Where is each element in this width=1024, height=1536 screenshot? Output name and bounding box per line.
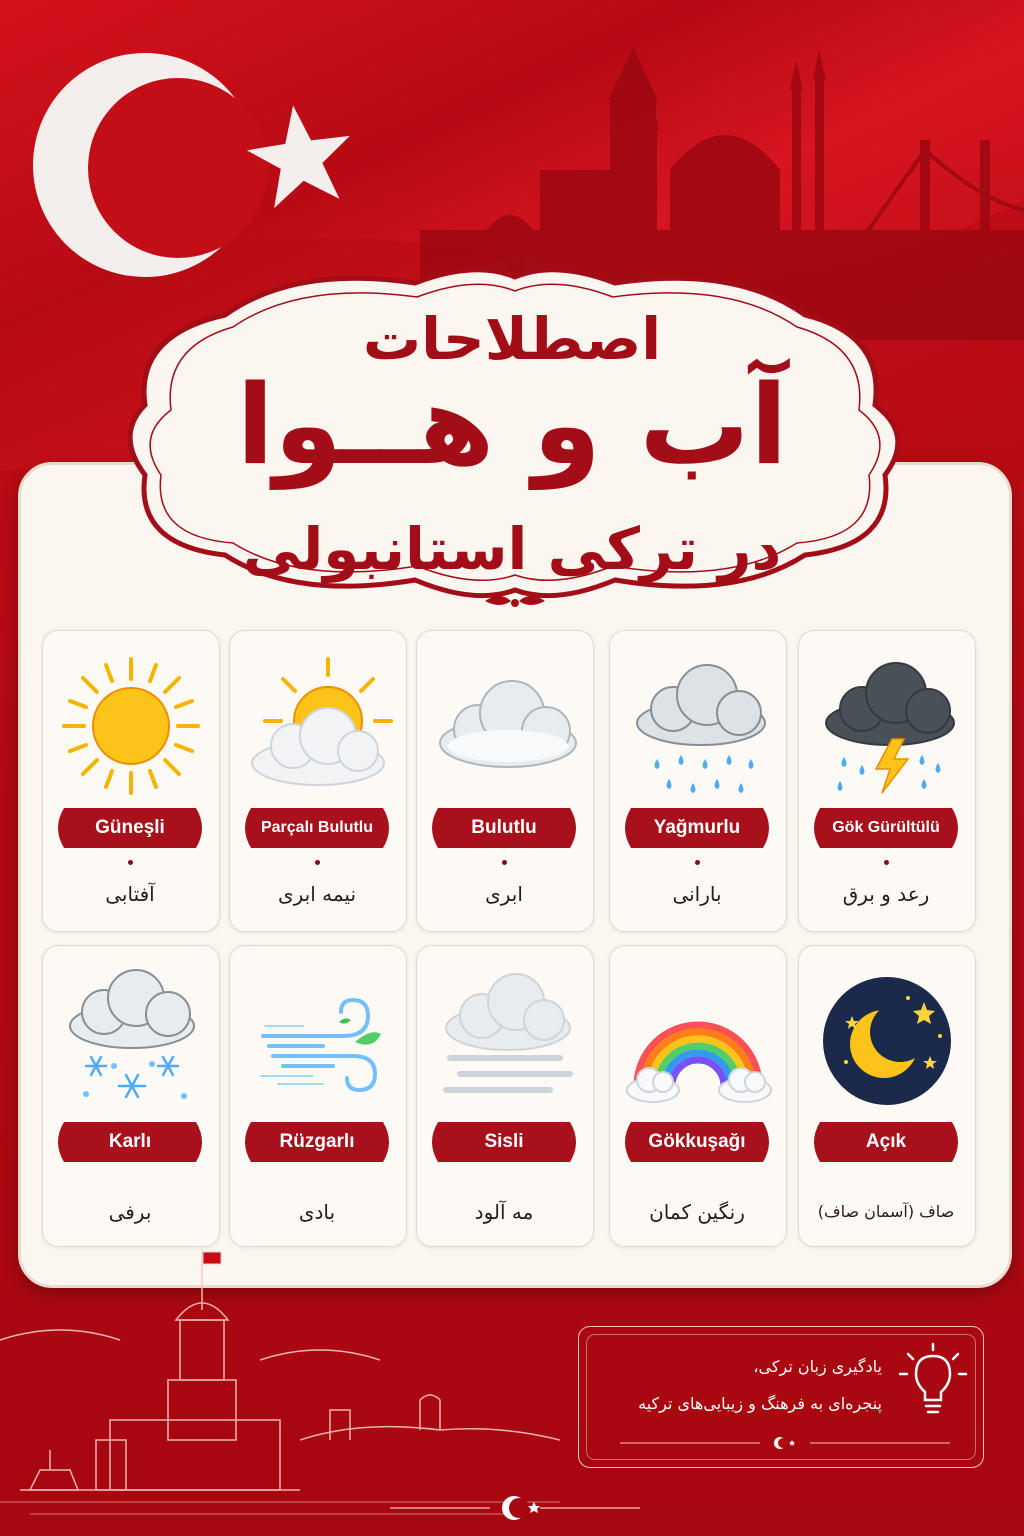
label-ribbon [50, 1118, 210, 1168]
turkish-label: Rüzgarlı [279, 1131, 355, 1152]
label-ribbon [806, 804, 966, 854]
rainbow-icon [623, 966, 773, 1116]
motto-line-1: یادگیری زبان ترکی، [753, 1357, 882, 1376]
persian-label: بارانی [672, 882, 722, 906]
label-ribbon [617, 804, 777, 854]
motto-line-2: پنجره‌ای به فرهنگ و زیبایی‌های ترکیه [638, 1394, 882, 1413]
title-line-3: در ترکی استانبولی [242, 515, 782, 583]
sun-icon [56, 651, 206, 801]
turkish-label: Gökkuşağı [648, 1131, 746, 1152]
label-ribbon [237, 804, 397, 854]
title-line-2: آب و هــوا [236, 361, 788, 489]
cloud-icon [430, 651, 580, 801]
persian-label: نیمه ابری [277, 882, 357, 906]
turkish-label: Açık [865, 1131, 907, 1152]
separator-dot [502, 860, 507, 865]
label-ribbon [237, 1118, 397, 1168]
wind-icon [243, 966, 393, 1116]
turkish-label: Sisli [484, 1131, 524, 1152]
persian-label: مه آلود [474, 1200, 534, 1224]
motto-ornament [620, 1432, 950, 1454]
turkish-label: Karlı [108, 1131, 152, 1152]
persian-label: آفتابی [105, 882, 155, 906]
label-ribbon [424, 804, 584, 854]
label-ribbon [806, 1118, 966, 1168]
snow-icon [56, 966, 206, 1116]
persian-label: صاف (آسمان صاف) [817, 1202, 955, 1221]
label-ribbon [617, 1118, 777, 1168]
turkish-label: Gök Gürültülü [832, 819, 940, 836]
separator-dot [695, 860, 700, 865]
persian-label: ابری [485, 882, 523, 906]
separator-dot [315, 860, 320, 865]
label-ribbon [424, 1118, 584, 1168]
turkish-label: Güneşli [95, 817, 165, 838]
label-ribbon [50, 804, 210, 854]
persian-label: برفی [108, 1200, 152, 1224]
turkish-label: Parçalı Bulutlu [260, 819, 374, 836]
turkish-label: Bulutlu [471, 817, 537, 838]
separator-dot [884, 860, 889, 865]
footer-crescent-ornament [390, 1488, 640, 1528]
flag-icon [203, 1252, 221, 1264]
turkish-label: Yağmurlu [653, 817, 741, 838]
persian-label: رنگین کمان [649, 1200, 745, 1224]
lightbulb-icon [898, 1342, 968, 1420]
title-line-1: اصطلاحات [362, 305, 662, 373]
persian-label: رعد و برق [842, 882, 930, 906]
clear-night-icon [812, 966, 962, 1116]
fog-icon [430, 966, 580, 1116]
thunderstorm-icon [812, 651, 962, 801]
persian-label: بادی [298, 1200, 336, 1224]
rain-icon [623, 651, 773, 801]
partly-cloudy-icon [243, 651, 393, 801]
separator-dot [128, 860, 133, 865]
